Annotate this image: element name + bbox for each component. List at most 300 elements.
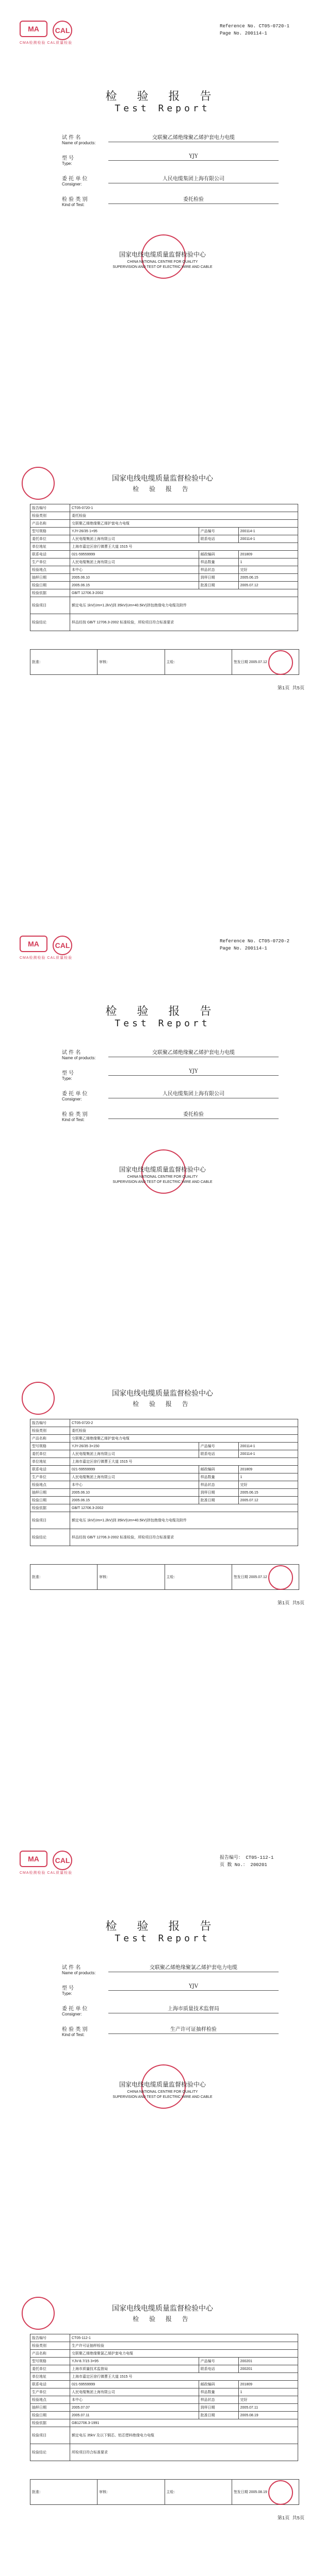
report-field [62,174,279,187]
table-cell: 产品编号 [199,1443,238,1450]
page-number [220,31,267,36]
table-cell: 完好 [238,566,298,574]
table-cell: 本中心 [70,1481,199,1489]
inspection-table [30,504,298,631]
table-cell: 2005.06.15 [70,582,199,589]
cma-caption: CMA检测检验 [20,1871,46,1875]
header-seal-icon [22,2297,55,2330]
table-cell: 委托检验 [70,1427,298,1435]
table-cell: 检验依据 [30,2419,70,2427]
table-cell: 完好 [238,1481,298,1489]
table-cell: 200114-1 [238,1443,298,1450]
page-label: 页 数 No.： [220,1862,248,1868]
table-cell: 2005.06.15 [70,1497,199,1504]
table-cell: 样品数量 [199,558,238,566]
cma-stamp-icon: MA [20,21,47,37]
table-row [30,535,298,543]
cal-stamp-icon: CAL [53,1851,72,1870]
field-label: 检 验 类 别 [62,1112,88,1117]
issuing-organization-cn: 国家电线电缆质量监督检验中心 [119,1166,206,1173]
table-cell: 交联聚乙烯绝缘聚乙烯护套电力电缆 [70,520,298,528]
page-value: 200201 [250,1862,267,1868]
table-row [30,574,298,582]
table-cell: 021-59559999 [70,551,199,558]
signature-cell: 审核： [98,650,165,674]
table-cell: 联系电话 [199,1450,238,1458]
report-field [62,1069,279,1081]
table-row [30,1435,298,1443]
table-cell: 检验结论 [30,614,70,631]
table-cell: 生产单位 [30,558,70,566]
signature-cell: 主检： [165,1565,232,1589]
signature-cell: 签发日期 2005.08.19 [233,2490,267,2494]
table-cell: 所检项目符合标准要求 [70,2444,298,2461]
table-row [30,2365,298,2373]
table-cell: 样品状态 [199,2396,238,2404]
field-sublabel: Type: [62,1991,72,1996]
table-cell: 联系电话 [30,2381,70,2388]
table-cell: YJY-26/35 3×150 [70,1443,199,1450]
table-cell: 检验项目 [30,1512,70,1529]
cal-caption: CAL质量检验 [47,956,73,960]
table-row [30,566,298,574]
page-number [220,1861,267,1868]
field-value: 上海市质量技术监督局 [108,2004,279,2013]
table-cell: 额定电压 35kV 及以下铜芯、铝芯塑料绝缘电力电缆 [70,2427,298,2444]
table-cell: 报告编号 [30,1419,70,1427]
table-row [30,597,298,614]
table-cell: 检验项目 [30,2427,70,2444]
inspection-page [0,1372,325,1830]
table-cell: 201809 [238,1466,298,1473]
field-sublabel: Name of products: [62,141,96,145]
field-label: 试 件 名 [62,135,81,141]
field-sublabel: Name of products: [62,1056,96,1060]
table-cell: 批准日期 [199,1497,238,1504]
table-cell: 021-59559999 [70,1466,199,1473]
field-value: YJV [108,1984,279,1991]
table-cell: 1 [238,558,298,566]
table-cell: 样品数量 [199,2388,238,2396]
report-title-en: Test Report [115,1933,210,1944]
field-sublabel: Consigner: [62,1097,82,1101]
stamp-caption [20,955,72,960]
table-cell: 联系电话 [199,2365,238,2373]
issuing-organization-en-line2: SUPERVISION AND TEST OF ELECTRIC WIRE AND CABLE [112,2095,213,2099]
table-row [30,1504,298,1512]
table-cell: 上海市嘉定区徐行镇曹王大道 1515 号 [70,1458,298,1466]
table-cell: 检验依据 [30,1504,70,1512]
table-cell: 委托单位 [30,535,70,543]
field-value: YJY [108,1069,279,1076]
page-value: 200114-1 [245,946,267,951]
header-seal-icon [22,467,55,500]
table-cell: 200114-1 [238,528,298,535]
reference-value: CT05-0720-2 [258,939,290,944]
table-row [30,2444,298,2461]
field-label: 委 托 单 位 [62,2006,88,2012]
field-value: YJY [108,154,279,161]
reference-value: CT05-112-1 [246,1855,274,1860]
table-cell: 检验地点 [30,1481,70,1489]
approval-seal-icon [268,2480,293,2505]
table-cell: 检验日期 [30,2412,70,2419]
report-title-en: Test Report [115,1018,210,1029]
table-cell: 检验结论 [30,1529,70,1546]
inspection-title: 检 验 报 告 [133,2315,192,2323]
table-cell: YJV-8.7/15 3×95 [70,2358,199,2365]
field-label: 型 号 [62,1071,74,1076]
report-title-cn: 检 验 报 告 [105,1920,220,1933]
table-cell: 检验类别 [30,1427,70,1435]
page-value: 200114-1 [245,31,267,36]
page-number [220,946,267,951]
table-cell: 型号规格 [30,2358,70,2365]
table-row [30,512,298,520]
table-row [30,1458,298,1466]
inspection-table [30,2334,298,2461]
table-cell: 产品名称 [30,520,70,528]
table-row [30,2334,298,2342]
field-value: 交联聚乙烯绝缘聚乙烯护套电力电缆 [108,1048,279,1057]
reference-number [220,939,289,944]
signature-row [30,1564,299,1590]
table-cell: 检验日期 [30,582,70,589]
table-row [30,2358,298,2365]
issuing-organization-cn: 国家电线电缆质量监督检验中心 [119,2081,206,2088]
table-row [30,543,298,551]
table-row [30,528,298,535]
inspection-page [0,2287,325,2576]
cma-caption: CMA检测检验 [20,41,46,45]
field-label: 型 号 [62,1986,74,1991]
report-field [62,1110,279,1122]
cal-caption: CAL质量检验 [47,1871,73,1875]
signature-cell: 批准： [30,650,98,674]
reference-label: 报告编号： [220,1855,243,1860]
table-row [30,1427,298,1435]
field-label: 委 托 单 位 [62,176,88,182]
issuing-organization-en-line2: SUPERVISION AND TEST OF ELECTRIC WIRE AND CABLE [112,265,213,269]
table-cell: 200114-1 [238,1450,298,1458]
table-cell: 委托单位 [30,2365,70,2373]
stamp-caption [20,40,72,45]
reference-value: CT05-0720-1 [258,24,290,29]
cal-stamp-icon: CAL [53,21,72,40]
field-value: 委托检验 [108,1110,279,1119]
field-label: 委 托 单 位 [62,1091,88,1097]
table-cell: CT05-0720-1 [70,504,298,512]
table-cell: 邮政编码 [199,1466,238,1473]
table-cell: 上海市质量技术监督局 [70,2365,199,2373]
table-cell: 检验日期 [30,1497,70,1504]
field-sublabel: Kind of Test: [62,202,85,207]
field-sublabel: Type: [62,1076,72,1081]
table-cell: 单位地址 [30,1458,70,1466]
table-row [30,1466,298,1473]
report-field [62,133,279,145]
table-cell: 产品编号 [199,528,238,535]
reference-label: Reference No. [220,939,256,944]
table-cell: 产品名称 [30,1435,70,1443]
table-row [30,1512,298,1529]
table-row [30,2388,298,2396]
table-cell: YJY-26/35 1×95 [70,528,199,535]
table-cell: 单位地址 [30,2373,70,2381]
table-cell: 产品编号 [199,2358,238,2365]
field-sublabel: Type: [62,161,72,166]
table-row [30,589,298,597]
table-cell: 人民电缆集团上海有限公司 [70,2388,199,2396]
table-cell: 200201 [238,2358,298,2365]
inspection-title: 检 验 报 告 [133,485,192,493]
table-cell: 抽样日期 [30,1489,70,1497]
inspection-page-number: 第1页 共5页 [277,1601,304,1606]
table-cell: 2005.06.10 [70,574,199,582]
field-value: 委托检验 [108,195,279,204]
table-row [30,520,298,528]
table-row [30,1443,298,1450]
report-title-cn: 检 验 报 告 [105,90,220,103]
table-cell: 邮政编码 [199,2381,238,2388]
table-row [30,2396,298,2404]
signature-cell: 审核： [98,1565,165,1589]
table-cell: 人民电缆集团上海有限公司 [70,558,199,566]
table-cell: 上海市嘉定区徐行镇曹王大道 1515 号 [70,2373,298,2381]
table-cell: 2005.07.07 [70,2404,199,2412]
approval-seal-icon [268,1565,293,1590]
cma-stamp-icon: MA [20,1851,47,1867]
field-label: 试 件 名 [62,1965,81,1971]
field-sublabel: Kind of Test: [62,2032,85,2037]
field-value: 人民电缆集团上海有限公司 [108,1089,279,1098]
table-cell: 样品状态 [199,1481,238,1489]
report-field [62,1963,279,1975]
table-cell: 2005.07.12 [238,1497,298,1504]
certification-stamps [20,1851,72,1870]
signature-cell: 签发日期 2005.07.12 [233,1575,267,1579]
signature-cell: 批准： [30,1565,98,1589]
table-cell: 生产单位 [30,2388,70,2396]
signature-cell: 批准： [30,2480,98,2504]
issuing-organization-cn: 国家电线电缆质量监督检验中心 [119,251,206,258]
table-row [30,504,298,512]
issuing-organization-en: CHINA NATIONAL CENTRE FOR QUALITY [127,2090,198,2094]
inspection-organization: 国家电线电缆质量监督检验中心 [112,474,213,483]
table-cell: 委托检验 [70,512,298,520]
page-label: Page No. [220,946,242,951]
signature-row [30,2479,299,2505]
table-cell: 报告编号 [30,2334,70,2342]
table-row [30,2373,298,2381]
table-cell: 201809 [238,2381,298,2388]
table-cell: CT05-112-1 [70,2334,298,2342]
table-row [30,1473,298,1481]
table-row [30,614,298,631]
table-cell: CT05-0720-2 [70,1419,298,1427]
signature-row [30,649,299,675]
inspection-page-number: 第1页 共5页 [277,2516,304,2521]
table-cell: 2005.08.19 [238,2412,298,2419]
report-field [62,195,279,207]
signature-cell: 主检： [165,2480,232,2504]
table-row [30,2404,298,2412]
table-row [30,2342,298,2350]
table-cell: 本中心 [70,2396,199,2404]
signature-cell: 审核： [98,2480,165,2504]
field-label: 试 件 名 [62,1050,81,1056]
table-cell: 邮政编码 [199,551,238,558]
certification-stamps [20,21,72,40]
table-cell: GB12706.3-1991 [70,2419,298,2427]
field-value: 生产许可证抽样检验 [108,2025,279,2034]
table-cell: 生产单位 [30,1473,70,1481]
page-label: Page No. [220,31,242,36]
table-cell: 批准日期 [199,582,238,589]
table-cell: 交联聚乙烯绝缘聚乙烯护套电力电缆 [70,1435,298,1443]
inspection-organization: 国家电线电缆质量监督检验中心 [112,2304,213,2313]
table-cell: 2005.06.10 [70,1489,199,1497]
reference-number [220,1854,273,1860]
report-field [62,2004,279,2016]
table-cell: 样品经按 GB/T 12706.3-2002 标准检验，所检项目符合标准要求 [70,614,298,631]
table-cell: 检验类别 [30,2342,70,2350]
field-label: 型 号 [62,156,74,161]
table-cell: 上海市嘉定区徐行镇曹王大道 1515 号 [70,543,298,551]
table-cell: 检验类别 [30,512,70,520]
table-cell: 1 [238,2388,298,2396]
signature-cell: 主检： [165,650,232,674]
table-cell: 批准日期 [199,2412,238,2419]
field-label: 检 验 类 别 [62,2027,88,2032]
table-cell: 委托单位 [30,1450,70,1458]
table-cell: GB/T 12706.3-2002 [70,589,298,597]
field-value: 交联聚乙烯绝缘聚乙烯护套电力电缆 [108,133,279,142]
stamp-caption [20,1870,72,1875]
table-cell: 021-59559999 [70,2381,199,2388]
field-value: 交联聚乙烯绝缘聚氯乙烯护套电力电缆 [108,1963,279,1972]
table-cell: 2005.07.11 [70,2412,199,2419]
issuing-organization-en: CHINA NATIONAL CENTRE FOR QUALITY [127,1175,198,1179]
report-field [62,1984,279,1996]
inspection-title: 检 验 报 告 [133,1400,192,1408]
table-cell: 人民电缆集团上海有限公司 [70,535,199,543]
table-cell: 到样日期 [199,2404,238,2412]
table-row [30,2412,298,2419]
report-cover-page [0,0,325,457]
field-sublabel: Kind of Test: [62,1117,85,1122]
report-title-cn: 检 验 报 告 [105,1005,220,1018]
table-cell: 人民电缆集团上海有限公司 [70,1473,199,1481]
table-row [30,1450,298,1458]
table-cell: 人民电缆集团上海有限公司 [70,1450,199,1458]
table-cell: 完好 [238,2396,298,2404]
table-row [30,558,298,566]
signature-cell: 签发日期 2005.07.12 [233,660,267,664]
table-cell: 抽样日期 [30,574,70,582]
table-row [30,2419,298,2427]
table-cell: 产品名称 [30,2350,70,2358]
table-cell: 2005.06.15 [238,574,298,582]
table-cell: 检验依据 [30,589,70,597]
report-cover-page [0,1830,325,2287]
field-label: 检 验 类 别 [62,197,88,202]
field-sublabel: Name of products: [62,1971,96,1975]
table-row [30,1529,298,1546]
reference-number [220,24,289,29]
table-row [30,551,298,558]
table-cell: 检验结论 [30,2444,70,2461]
cal-caption: CAL质量检验 [47,41,73,45]
table-cell: 型号规格 [30,528,70,535]
field-value: 人民电缆集团上海有限公司 [108,174,279,183]
inspection-organization: 国家电线电缆质量监督检验中心 [112,1389,213,1398]
report-field [62,154,279,166]
certification-stamps [20,936,72,955]
table-cell: 1 [238,1473,298,1481]
table-cell: 检验地点 [30,2396,70,2404]
table-cell: 2005.06.15 [238,1489,298,1497]
report-cover-page [0,915,325,1372]
table-row [30,1497,298,1504]
table-row [30,2350,298,2358]
issuing-organization-en-line2: SUPERVISION AND TEST OF ELECTRIC WIRE AND CABLE [112,1180,213,1184]
table-row [30,2381,298,2388]
table-cell: 额定电压 1kV(Um=1.2kV)到 35kV(Um=40.5kV)挤包绝缘电力电缆及附件 [70,1512,298,1529]
table-cell: 样品经按 GB/T 12706.3-2002 标准检验，所检项目符合标准要求 [70,1529,298,1546]
inspection-page-number: 第1页 共5页 [277,686,304,691]
table-row [30,1481,298,1489]
table-cell: 额定电压 1kV(Um=1.2kV)到 35kV(Um=40.5kV)挤包绝缘电力电缆及附件 [70,597,298,614]
table-cell: 200201 [238,2365,298,2373]
table-cell: 样品数量 [199,1473,238,1481]
table-cell: GB/T 12706.3-2002 [70,1504,298,1512]
table-cell: 联系电话 [30,1466,70,1473]
table-cell: 交联聚乙烯绝缘聚氯乙烯护套电力电缆 [70,2350,298,2358]
table-cell: 型号规格 [30,1443,70,1450]
header-seal-icon [22,1382,55,1415]
table-cell: 联系电话 [199,535,238,543]
table-cell: 检验地点 [30,566,70,574]
report-field [62,1048,279,1060]
table-cell: 联系电话 [30,551,70,558]
inspection-table [30,1419,298,1546]
report-field [62,1089,279,1101]
field-sublabel: Consigner: [62,182,82,187]
report-field [62,2025,279,2037]
reference-label: Reference No. [220,24,256,29]
table-cell: 201809 [238,551,298,558]
table-cell: 200114-1 [238,535,298,543]
table-cell: 2005.07.11 [238,2404,298,2412]
table-cell: 本中心 [70,566,199,574]
table-row [30,1489,298,1497]
table-row [30,582,298,589]
approval-seal-icon [268,650,293,675]
table-cell: 样品状态 [199,566,238,574]
table-cell: 单位地址 [30,543,70,551]
table-cell: 报告编号 [30,504,70,512]
table-cell: 到样日期 [199,574,238,582]
table-cell: 抽样日期 [30,2404,70,2412]
table-cell: 检验项目 [30,597,70,614]
cal-stamp-icon: CAL [53,936,72,955]
table-row [30,2427,298,2444]
cma-caption: CMA检测检验 [20,956,46,960]
issuing-organization-en: CHINA NATIONAL CENTRE FOR QUALITY [127,260,198,264]
report-title-en: Test Report [115,103,210,114]
field-sublabel: Consigner: [62,2012,82,2016]
